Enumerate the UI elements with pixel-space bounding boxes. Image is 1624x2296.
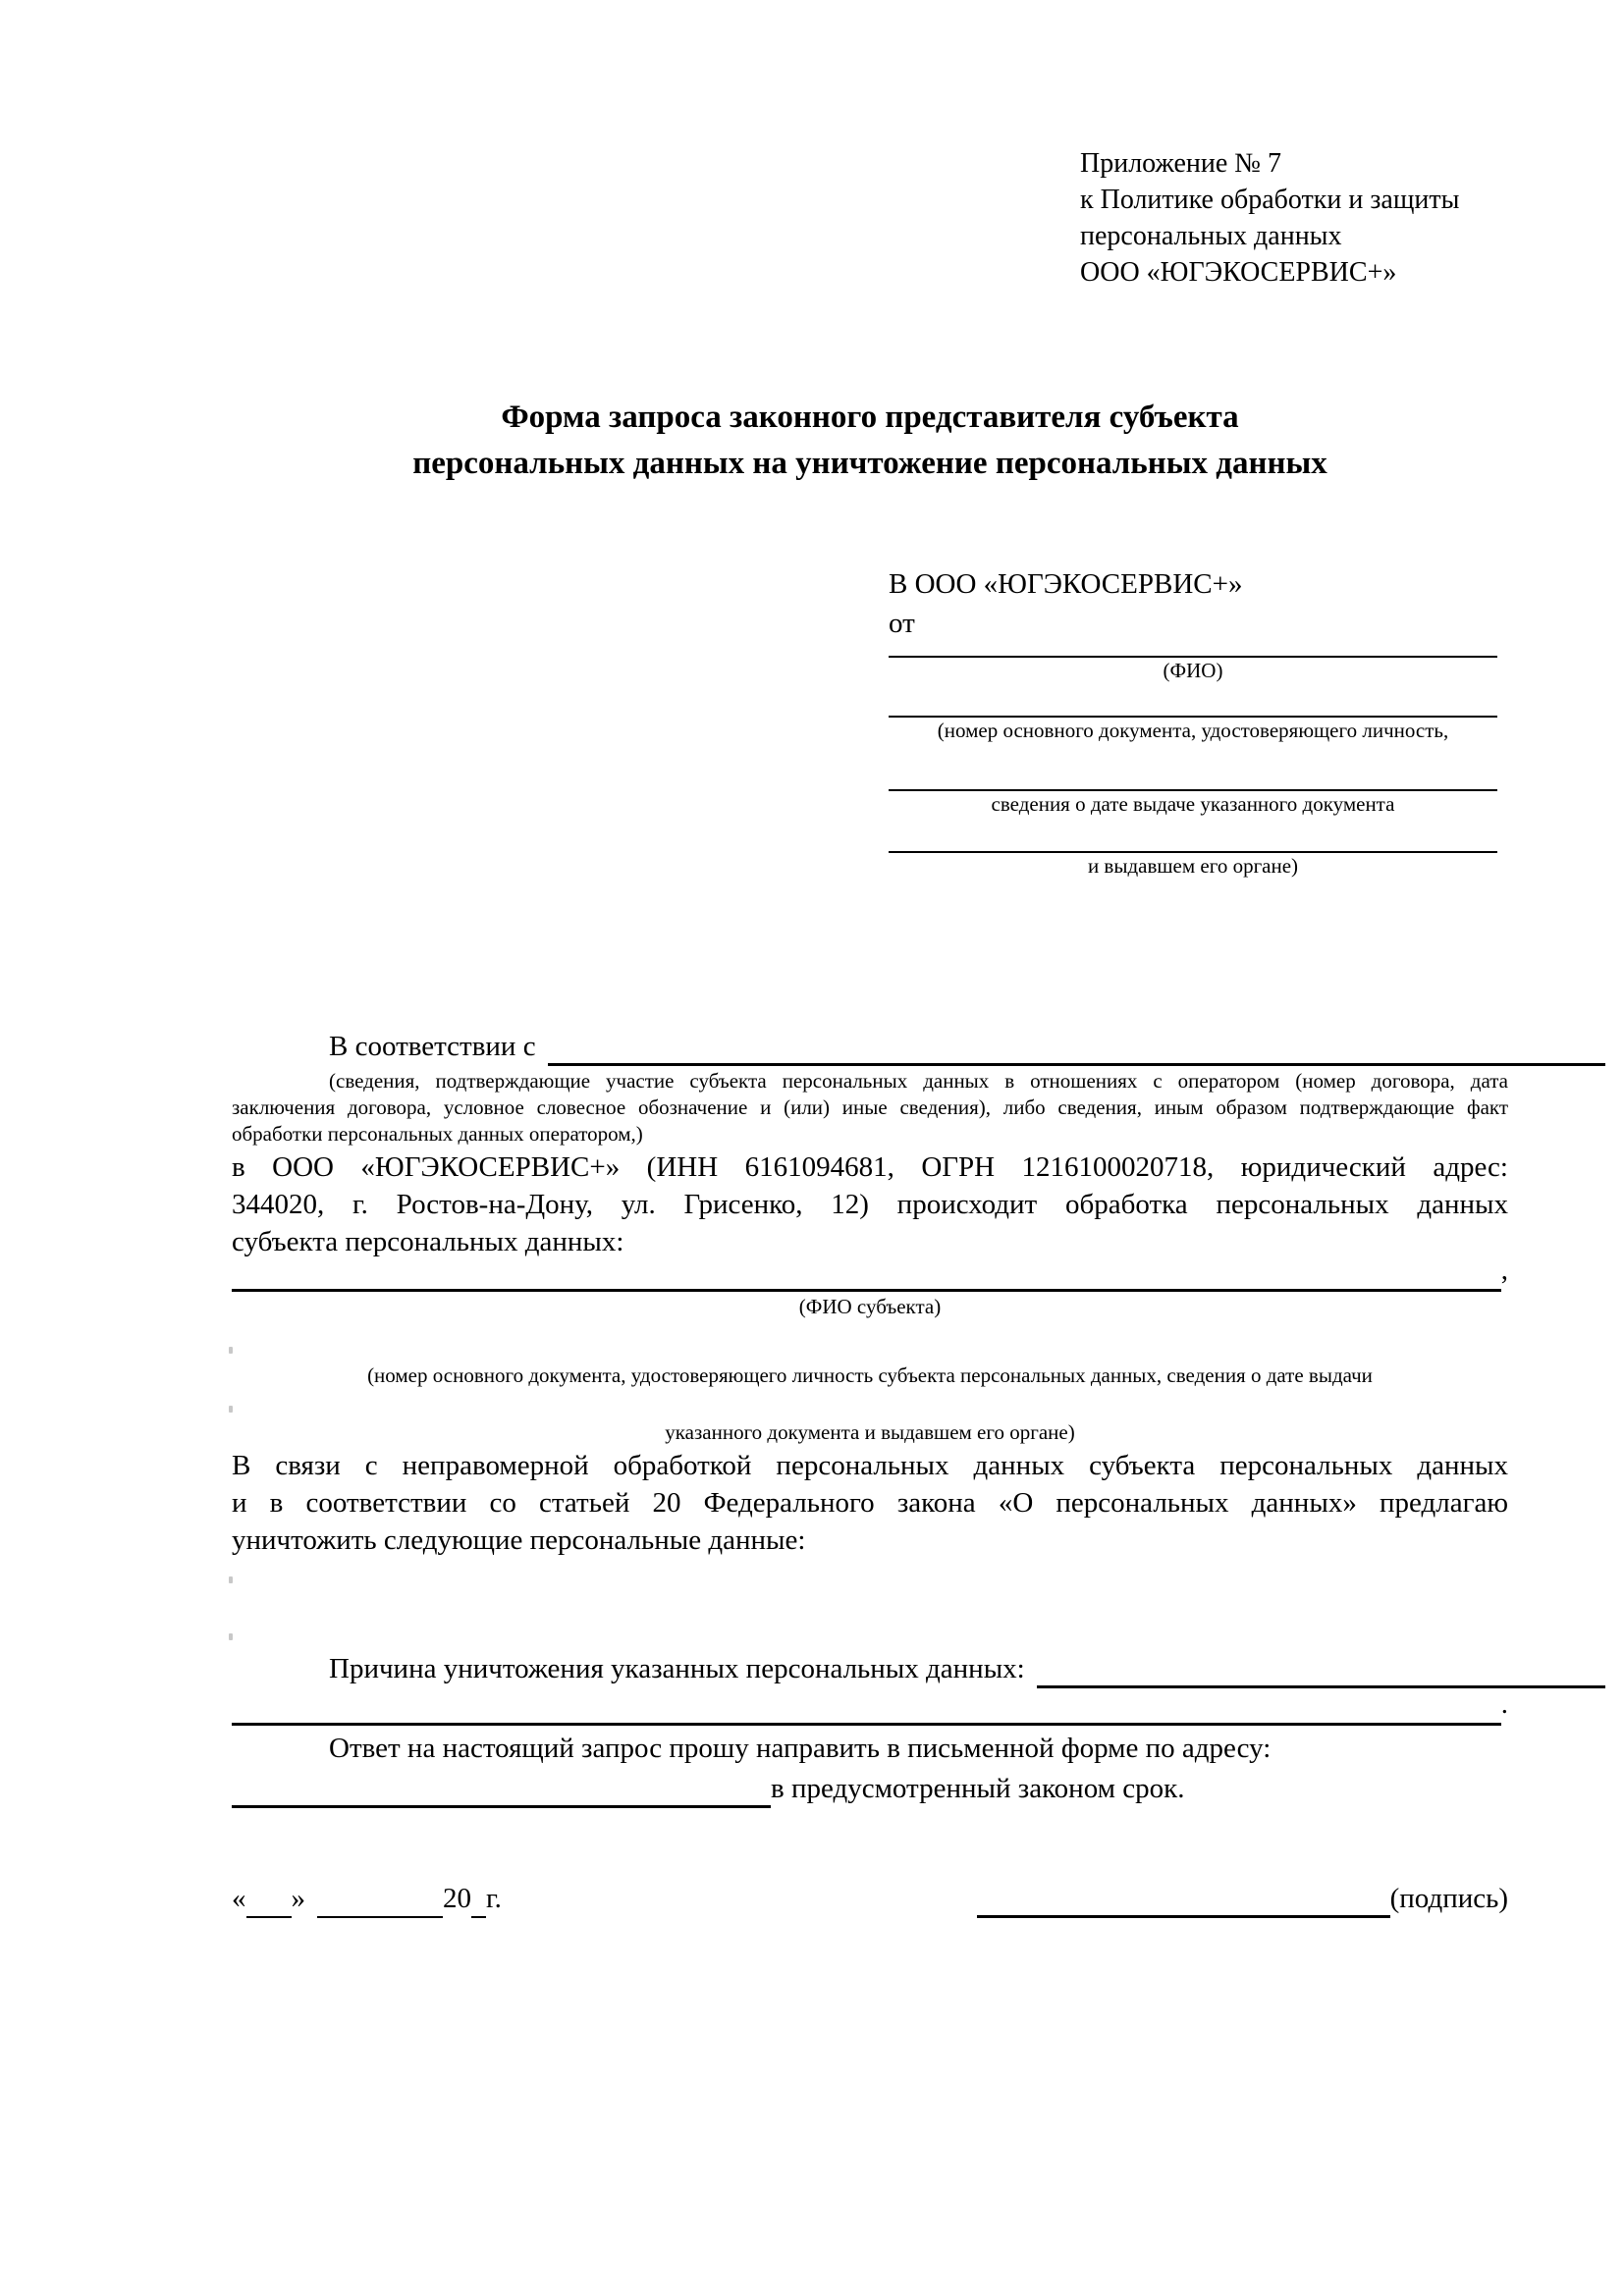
answer-paragraph-intro: Ответ на настоящий запрос прошу направить в письменной форме по адресу:	[329, 1733, 1272, 1764]
unlawful-paragraph-line: уничтожить следующие персональные данные:	[232, 1524, 806, 1556]
subject-fio-line	[232, 1253, 1508, 1292]
footer-row	[232, 1877, 1508, 1918]
according-prefix: В соответствии с	[329, 1031, 536, 1062]
addressee-org: В ООО «ЮГЭКОСЕРВИС+»	[889, 568, 1243, 600]
according-note-line: обработки персональных данных оператором,)	[232, 1122, 643, 1146]
operator-paragraph	[232, 1148, 1508, 1260]
quote-open: «	[232, 1883, 246, 1914]
annex-note-line: Приложение № 7	[1080, 148, 1281, 179]
stray-mark	[229, 1633, 233, 1640]
day-field-line	[246, 1887, 292, 1918]
trailing-comma: ,	[1500, 1255, 1508, 1286]
annex-note-line: ООО «ЮГЭКОСЕРВИС+»	[1080, 257, 1397, 288]
according-field-line	[548, 1030, 1605, 1066]
operator-paragraph-line: 344020, г. Ростов-на-Дону, ул. Грисенко, 12) происходит обработка персональных данных	[232, 1189, 1508, 1220]
annex-note	[1080, 145, 1522, 291]
doc-issuer-caption: и выдавшем его органе)	[1087, 854, 1299, 878]
form-title-line: Форма запроса законного представителя субъекта	[501, 400, 1239, 435]
annex-note-line: персональных данных	[1080, 221, 1342, 251]
stray-mark	[229, 1347, 233, 1354]
operator-paragraph-line: субъекта персональных данных:	[232, 1226, 624, 1257]
addressee-from-label: от	[889, 608, 915, 639]
reason-field-line2	[232, 1689, 1501, 1726]
reason-field-line	[1037, 1652, 1605, 1688]
doc-issuer-field-line	[889, 817, 1497, 853]
subject-doc-caption-line1: (номер основного документа, удостоверяющего личность субъекта персональных данных, сведения о дате выдачи	[367, 1363, 1373, 1387]
according-note-line: (сведения, подтверждающие участие субъекта персональных данных в отношениях с оператором (номер договора, дата	[329, 1069, 1508, 1093]
year-suffix: г.	[486, 1883, 502, 1914]
according-note-line: заключения договора, условное словесное обозначение и (или) иные сведения), либо сведения, иным образом подтверждающие факт	[232, 1095, 1508, 1119]
doc-number-field-line	[889, 683, 1497, 718]
quote-close: »	[291, 1883, 305, 1914]
subject-doc-caption-line2: указанного документа и выдавшем его органе)	[665, 1420, 1075, 1444]
subject-fio-caption: (ФИО субъекта)	[798, 1295, 942, 1318]
unlawful-paragraph-line: и в соответствии со статьей 20 Федерального закона «О персональных данных» предлагаю	[232, 1487, 1508, 1519]
form-title-line: персональных данных на уничтожение персональных данных	[412, 446, 1327, 481]
doc-number-caption: (номер основного документа, удостоверяющего личность,	[937, 719, 1449, 742]
fio-field-caption: (ФИО)	[1163, 659, 1223, 682]
doc-date-caption: сведения о дате выдаче указанного документа	[991, 792, 1395, 816]
reason-line	[232, 1649, 1605, 1688]
form-title	[232, 395, 1508, 487]
unlawful-processing-paragraph	[232, 1447, 1508, 1559]
unlawful-paragraph-line: В связи с неправомерной обработкой персональных данных субъекта персональных данных	[232, 1450, 1508, 1481]
signature-group	[977, 1879, 1508, 1918]
subject-fio-field-line	[232, 1255, 1501, 1292]
operator-paragraph-line: в ООО «ЮГЭКОСЕРВИС+» (ИНН 6161094681, ОГРН 1216100020718, юридический адрес:	[232, 1151, 1508, 1183]
year-field-line	[471, 1887, 486, 1918]
fio-field-line	[889, 643, 1497, 658]
answer-address-field-line	[232, 1772, 771, 1808]
signature-caption: (подпись)	[1389, 1883, 1508, 1914]
reason-label: Причина уничтожения указанных персональных данных:	[329, 1653, 1025, 1684]
according-note	[232, 1068, 1508, 1148]
date-group	[232, 1879, 502, 1918]
doc-date-field-line	[889, 743, 1497, 791]
answer-address-line	[232, 1769, 1508, 1808]
according-line	[232, 1027, 1605, 1066]
month-field-line	[317, 1887, 443, 1918]
annex-note-line: к Политике обработки и защиты	[1080, 185, 1460, 215]
trailing-period: .	[1500, 1688, 1508, 1720]
year-prefix: 20	[443, 1883, 471, 1914]
stray-mark	[229, 1576, 233, 1583]
addressee-block	[889, 564, 1497, 879]
answer-paragraph-tail: в предусмотренный законом срок.	[771, 1773, 1185, 1804]
signature-field-line	[977, 1884, 1390, 1918]
reason-continuation-line	[232, 1686, 1508, 1726]
stray-mark	[229, 1406, 233, 1413]
